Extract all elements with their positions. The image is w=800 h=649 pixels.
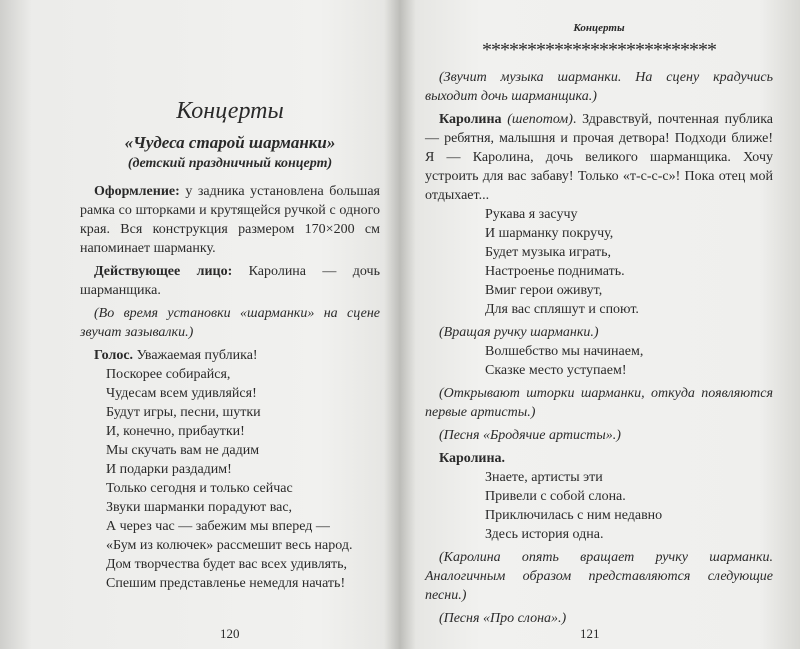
running-header: Концерты	[573, 22, 625, 34]
stage-direction: (Вращая ручку шарманки.)	[439, 325, 599, 340]
speaker-remark: (шепотом)	[501, 112, 573, 127]
voice-text: Уважаемая публика!	[133, 348, 258, 363]
poem-line: Только сегодня и только сейчас	[106, 481, 293, 496]
poem-line: Знаете, артисты эти	[485, 470, 603, 485]
poem-line: Вмиг герои оживут,	[485, 283, 603, 298]
stage-direction: (Во время установки «шарманки» на сцене звучат зазывалки.)	[80, 306, 380, 340]
poem-line: И подарки раздадим!	[106, 462, 232, 477]
cast-text: Каролина — дочь шарманщика.	[80, 264, 380, 298]
poem-line: Будут игры, песни, шутки	[106, 405, 261, 420]
section-title: Концерты	[176, 98, 284, 124]
poem-line: «Бум из колючек» рассмешит весь народ.	[106, 538, 353, 553]
poem-line: Настроенье поднимать.	[485, 264, 625, 279]
poem-line: Волшебство мы начинаем,	[485, 344, 644, 359]
page-number-right: 121	[580, 626, 600, 641]
stage-direction: (Звучит музыка шарманки. На сцену крадучись выходит дочь шарманщика.)	[425, 70, 773, 104]
cast-paragraph	[80, 262, 380, 300]
poem-line: А через час — забежим мы вперед —	[106, 519, 330, 534]
poem-right-1	[425, 205, 773, 319]
poem-line: И, конечно, прибаутки!	[106, 424, 245, 439]
poem-left	[80, 365, 380, 593]
voice-paragraph	[80, 346, 380, 365]
poem-line: Звуки шарманки порадуют вас,	[106, 500, 293, 515]
right-page	[425, 20, 773, 632]
cast-label: Действующее лицо:	[94, 264, 233, 279]
stage-direction: (Каролина опять вращает ручку шарманки. Аналогичным образом представляются следующие песни.)	[425, 550, 773, 603]
poem-line: Приключилась с ним недавно	[485, 508, 663, 523]
poem-line: Привели с собой слона.	[485, 489, 626, 504]
stage-direction: (Открывают шторки шарманки, откуда появляются первые артисты.)	[425, 386, 773, 420]
design-label: Оформление:	[94, 184, 180, 199]
poem-line: Чудесам всем удивляйся!	[106, 386, 257, 401]
poem-line: Для вас спляшут и споют.	[485, 302, 639, 317]
poem-line: Мы скучать вам не дадим	[106, 443, 260, 458]
poem-line: Поскорее собирайся,	[106, 367, 231, 382]
speech-text: . Здравствуй, почтенная публика — ребятня, малышня и прочая детвора! Подходи ближе! Я — Каролина, дочь великого шарманщика. Хочу устроить для вас забаву! Только «т-с-с-с»! Пока отец мой отдыхает...	[425, 112, 773, 203]
poem-line: Рукава я засучу	[485, 207, 578, 222]
karolina-paragraph	[425, 449, 773, 468]
star-divider: **************************	[482, 39, 716, 61]
poem-right-3	[425, 468, 773, 544]
poem-line: Здесь история одна.	[485, 527, 604, 542]
speaker-label: Каролина.	[439, 451, 506, 466]
poem-right-2	[425, 342, 773, 380]
poem-line: И шарманку покручу,	[485, 226, 614, 241]
stage-direction: (Песня «Про слона».)	[439, 611, 567, 626]
stage-direction: (Песня «Бродячие артисты».)	[439, 428, 621, 443]
poem-line: Будет музыка играть,	[485, 245, 611, 260]
concert-subtitle: (детский праздничный концерт)	[127, 156, 333, 171]
design-text: у задника установлена большая рамка со шторками и крутящейся ручкой с одного края. Вся конструкция размером 170×200 см напоминает шарманку.	[80, 184, 380, 256]
poem-line: Дом творчества будет вас всех удивлять,	[106, 557, 348, 572]
concert-title: «Чудеса старой шарманки»	[124, 133, 336, 152]
poem-line: Спешим представленье немедля начать!	[106, 576, 346, 591]
poem-line: Сказке место уступаем!	[485, 363, 627, 378]
design-paragraph	[80, 182, 380, 258]
voice-label: Голос.	[94, 348, 134, 363]
page-number-left: 120	[220, 626, 240, 641]
speaker-label: Каролина	[439, 112, 502, 127]
left-page	[80, 94, 380, 597]
karolina-paragraph	[425, 110, 773, 205]
